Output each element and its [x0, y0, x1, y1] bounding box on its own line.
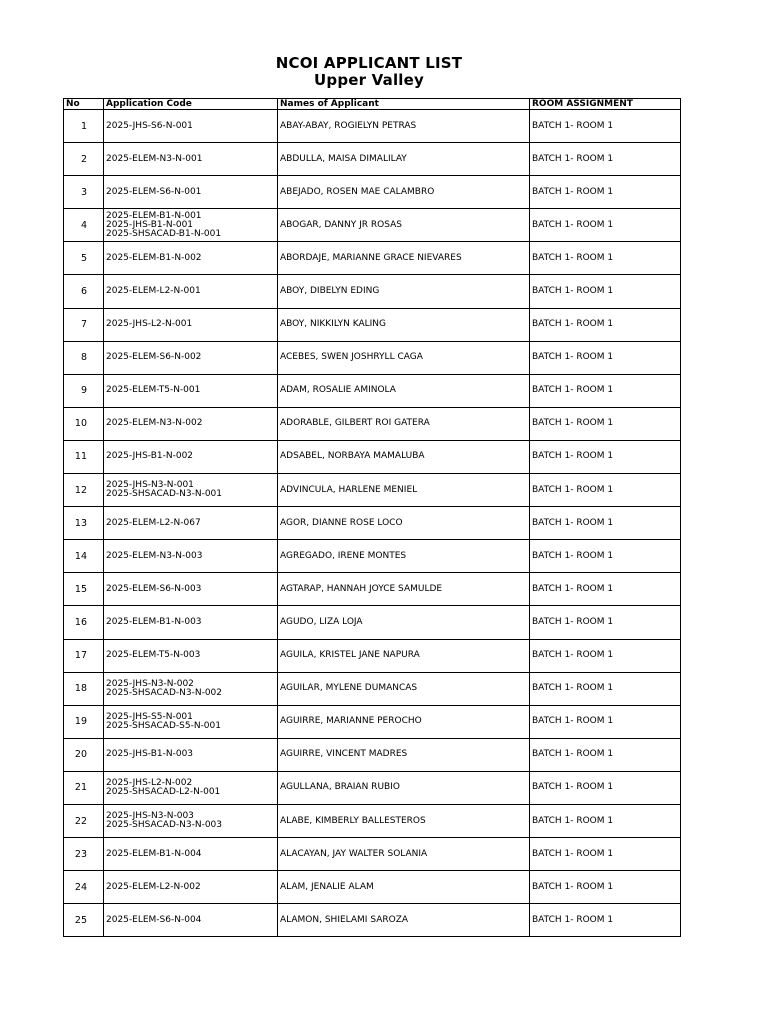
- table-row: [64, 176, 681, 209]
- row-number: 15: [64, 573, 104, 606]
- table-row: [64, 209, 681, 242]
- applicant-name: AGTARAP, HANNAH JOYCE SAMULDE: [278, 573, 530, 606]
- application-code: 2025-ELEM-B1-N-001: [106, 210, 202, 221]
- applicant-name: ADSABEL, NORBAYA MAMALUBA: [278, 440, 530, 473]
- document-title: NCOI APPLICANT LIST: [275, 54, 463, 72]
- application-code: 2025-ELEM-B1-N-004: [106, 848, 202, 859]
- application-code: 2025-ELEM-N3-N-003: [106, 550, 203, 561]
- applicant-table: [63, 98, 681, 937]
- table-row: [64, 440, 681, 473]
- applicant-name: ALACAYAN, JAY WALTER SOLANIA: [278, 838, 530, 871]
- room-assignment: BATCH 1- ROOM 1: [530, 606, 681, 639]
- table-row: [64, 639, 681, 672]
- application-code: 2025-ELEM-B1-N-002: [106, 252, 202, 263]
- application-code-cell: [104, 871, 278, 904]
- applicant-name: AGOR, DIANNE ROSE LOCO: [278, 507, 530, 540]
- table-row: [64, 771, 681, 804]
- row-number: 19: [64, 705, 104, 738]
- row-number: 4: [64, 209, 104, 242]
- applicant-name: ALAMON, SHIELAMI SAROZA: [278, 904, 530, 937]
- applicant-name: AGREGADO, IRENE MONTES: [278, 540, 530, 573]
- row-number: 9: [64, 374, 104, 407]
- room-assignment: BATCH 1- ROOM 1: [530, 374, 681, 407]
- row-number: 5: [64, 242, 104, 275]
- application-code: 2025-ELEM-T5-N-001: [106, 385, 201, 396]
- application-code: 2025-SHSACAD-L2-N-001: [106, 786, 221, 797]
- application-code-cell: [104, 374, 278, 407]
- applicant-name: AGULLANA, BRAIAN RUBIO: [278, 771, 530, 804]
- table-row: [64, 308, 681, 341]
- application-code: 2025-JHS-N3-N-003: [106, 811, 194, 822]
- application-code-cell: [104, 771, 278, 804]
- table-row: [64, 474, 681, 507]
- application-code-cell: [104, 110, 278, 143]
- application-code-cell: [104, 242, 278, 275]
- row-number: 23: [64, 838, 104, 871]
- application-code-cell: [104, 540, 278, 573]
- room-assignment: BATCH 1- ROOM 1: [530, 474, 681, 507]
- application-code: 2025-JHS-B1-N-002: [106, 451, 194, 462]
- table-row: [64, 540, 681, 573]
- room-assignment: BATCH 1- ROOM 1: [530, 143, 681, 176]
- application-code-cell: [104, 143, 278, 176]
- table-body: [64, 110, 681, 937]
- application-code-cell: [104, 606, 278, 639]
- application-code-cell: [104, 440, 278, 473]
- application-code: 2025-ELEM-N3-N-001: [106, 153, 203, 164]
- application-code-cell: [104, 738, 278, 771]
- table-row: [64, 341, 681, 374]
- room-assignment: BATCH 1- ROOM 1: [530, 672, 681, 705]
- room-assignment: BATCH 1- ROOM 1: [530, 804, 681, 837]
- table-row: [64, 705, 681, 738]
- document-subtitle: Upper Valley: [314, 71, 424, 89]
- applicant-name: ABDULLA, MAISA DIMALILAY: [278, 143, 530, 176]
- room-assignment: BATCH 1- ROOM 1: [530, 540, 681, 573]
- column-header-application-code: Application Code: [104, 99, 278, 110]
- application-code-cell: [104, 804, 278, 837]
- column-header-name: Names of Applicant: [278, 99, 530, 110]
- applicant-name: AGUIRRE, MARIANNE PEROCHO: [278, 705, 530, 738]
- application-code: 2025-JHS-B1-N-003: [106, 749, 194, 760]
- application-code: 2025-SHSACAD-S5-N-001: [106, 720, 221, 731]
- application-code: 2025-JHS-S6-N-001: [106, 120, 193, 131]
- table-row: [64, 507, 681, 540]
- room-assignment: BATCH 1- ROOM 1: [530, 904, 681, 937]
- row-number: 20: [64, 738, 104, 771]
- application-code-cell: [104, 705, 278, 738]
- applicant-name: ABOY, NIKKILYN KALING: [278, 308, 530, 341]
- room-assignment: BATCH 1- ROOM 1: [530, 341, 681, 374]
- application-code: 2025-ELEM-T5-N-003: [106, 650, 201, 661]
- room-assignment: BATCH 1- ROOM 1: [530, 507, 681, 540]
- application-code: 2025-ELEM-N3-N-002: [106, 418, 203, 429]
- application-code: 2025-SHSACAD-N3-N-003: [106, 820, 222, 831]
- application-code: 2025-SHSACAD-B1-N-001: [106, 228, 222, 239]
- room-assignment: BATCH 1- ROOM 1: [530, 275, 681, 308]
- application-code-cell: [104, 474, 278, 507]
- row-number: 3: [64, 176, 104, 209]
- room-assignment: BATCH 1- ROOM 1: [530, 705, 681, 738]
- row-number: 11: [64, 440, 104, 473]
- applicant-name: ABAY-ABAY, ROGIELYN PETRAS: [278, 110, 530, 143]
- application-code-cell: [104, 209, 278, 242]
- application-code-cell: [104, 407, 278, 440]
- application-code-cell: [104, 341, 278, 374]
- row-number: 22: [64, 804, 104, 837]
- room-assignment: BATCH 1- ROOM 1: [530, 242, 681, 275]
- table-row: [64, 374, 681, 407]
- application-code-cell: [104, 672, 278, 705]
- table-row: [64, 407, 681, 440]
- application-code: 2025-SHSACAD-N3-N-001: [106, 489, 222, 500]
- table-row: [64, 871, 681, 904]
- application-code: 2025-ELEM-L2-N-002: [106, 881, 201, 892]
- table-row: [64, 573, 681, 606]
- application-code-cell: [104, 573, 278, 606]
- table-row: [64, 804, 681, 837]
- room-assignment: BATCH 1- ROOM 1: [530, 738, 681, 771]
- row-number: 18: [64, 672, 104, 705]
- row-number: 14: [64, 540, 104, 573]
- column-header-no: No: [64, 99, 104, 110]
- room-assignment: BATCH 1- ROOM 1: [530, 440, 681, 473]
- row-number: 7: [64, 308, 104, 341]
- row-number: 21: [64, 771, 104, 804]
- application-code-cell: [104, 176, 278, 209]
- application-code-cell: [104, 308, 278, 341]
- room-assignment: BATCH 1- ROOM 1: [530, 838, 681, 871]
- table-row: [64, 838, 681, 871]
- application-code: 2025-JHS-S5-N-001: [106, 711, 193, 722]
- application-code: 2025-ELEM-S6-N-002: [106, 352, 202, 363]
- application-code: 2025-JHS-N3-N-001: [106, 480, 194, 491]
- table-row: [64, 110, 681, 143]
- room-assignment: BATCH 1- ROOM 1: [530, 308, 681, 341]
- applicant-name: ABOY, DIBELYN EDING: [278, 275, 530, 308]
- application-code: 2025-JHS-B1-N-001: [106, 219, 194, 230]
- table-row: [64, 242, 681, 275]
- row-number: 6: [64, 275, 104, 308]
- applicant-name: ADVINCULA, HARLENE MENIEL: [278, 474, 530, 507]
- application-code: 2025-JHS-L2-N-001: [106, 319, 193, 330]
- table-row: [64, 904, 681, 937]
- row-number: 24: [64, 871, 104, 904]
- application-code: 2025-ELEM-S6-N-003: [106, 583, 202, 594]
- application-code-cell: [104, 904, 278, 937]
- row-number: 25: [64, 904, 104, 937]
- applicant-name: ADORABLE, GILBERT ROI GATERA: [278, 407, 530, 440]
- room-assignment: BATCH 1- ROOM 1: [530, 110, 681, 143]
- applicant-name: AGUILA, KRISTEL JANE NAPURA: [278, 639, 530, 672]
- room-assignment: BATCH 1- ROOM 1: [530, 871, 681, 904]
- table-row: [64, 738, 681, 771]
- applicant-name: ALABE, KIMBERLY BALLESTEROS: [278, 804, 530, 837]
- application-code: 2025-ELEM-B1-N-003: [106, 616, 202, 627]
- application-code-cell: [104, 639, 278, 672]
- applicant-name: AGUIRRE, VINCENT MADRES: [278, 738, 530, 771]
- table-row: [64, 143, 681, 176]
- application-code: 2025-ELEM-L2-N-001: [106, 286, 201, 297]
- room-assignment: BATCH 1- ROOM 1: [530, 209, 681, 242]
- applicant-name: ALAM, JENALIE ALAM: [278, 871, 530, 904]
- application-code-cell: [104, 275, 278, 308]
- room-assignment: BATCH 1- ROOM 1: [530, 771, 681, 804]
- room-assignment: BATCH 1- ROOM 1: [530, 573, 681, 606]
- column-header-room-assignment: ROOM ASSIGNMENT: [530, 99, 681, 110]
- application-code: 2025-ELEM-S6-N-001: [106, 186, 202, 197]
- room-assignment: BATCH 1- ROOM 1: [530, 176, 681, 209]
- application-code: 2025-ELEM-L2-N-067: [106, 517, 201, 528]
- application-code: 2025-SHSACAD-N3-N-002: [106, 687, 222, 698]
- applicant-name: AGUILAR, MYLENE DUMANCAS: [278, 672, 530, 705]
- row-number: 12: [64, 474, 104, 507]
- row-number: 16: [64, 606, 104, 639]
- application-code: 2025-ELEM-S6-N-004: [106, 914, 202, 925]
- applicant-name: ACEBES, SWEN JOSHRYLL CAGA: [278, 341, 530, 374]
- row-number: 2: [64, 143, 104, 176]
- table-row: [64, 275, 681, 308]
- room-assignment: BATCH 1- ROOM 1: [530, 639, 681, 672]
- applicant-name: ABEJADO, ROSEN MAE CALAMBRO: [278, 176, 530, 209]
- room-assignment: BATCH 1- ROOM 1: [530, 407, 681, 440]
- applicant-name: AGUDO, LIZA LOJA: [278, 606, 530, 639]
- table-header-row: [64, 99, 681, 110]
- application-code: 2025-JHS-L2-N-002: [106, 777, 193, 788]
- row-number: 8: [64, 341, 104, 374]
- applicant-name: ABORDAJE, MARIANNE GRACE NIEVARES: [278, 242, 530, 275]
- row-number: 13: [64, 507, 104, 540]
- row-number: 1: [64, 110, 104, 143]
- application-code-cell: [104, 838, 278, 871]
- table-row: [64, 606, 681, 639]
- row-number: 10: [64, 407, 104, 440]
- application-code: 2025-JHS-N3-N-002: [106, 678, 194, 689]
- applicant-name: ABOGAR, DANNY JR ROSAS: [278, 209, 530, 242]
- application-code-cell: [104, 507, 278, 540]
- applicant-name: ADAM, ROSALIE AMINOLA: [278, 374, 530, 407]
- row-number: 17: [64, 639, 104, 672]
- table-row: [64, 672, 681, 705]
